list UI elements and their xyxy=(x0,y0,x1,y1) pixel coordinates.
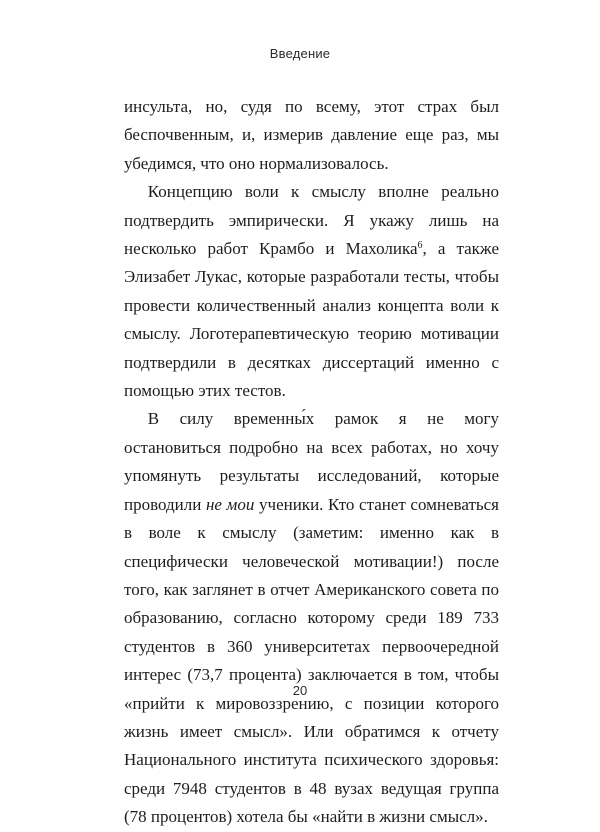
paragraph-continued xyxy=(124,93,499,178)
paragraph-2-text-a: Концепцию воли к смыслу вполне реально подтвердить эмпирически. Я укажу лишь на несколько работ Крамбо и Махолика xyxy=(124,182,499,259)
paragraph-2 xyxy=(124,178,499,405)
body-text xyxy=(124,93,499,832)
paragraph-3 xyxy=(124,405,499,831)
paragraph-3-text-a: В силу временны́х рамок я не могу остановиться подробно на всех работах, но хочу упомянуть результаты исследований, которые проводили xyxy=(124,409,499,514)
paragraph-1-text: инсульта, но, судя по всему, этот страх был беспочвенным, и, измерив давление еще раз, мы убедимся, что оно нормализовалось. xyxy=(124,97,499,173)
footnote-reference: 6 xyxy=(417,240,423,252)
paragraph-2-text-b: , а также Элизабет Лукас, которые разработали тесты, чтобы провести количественный анализ концепта воли к смыслу. Логотерапевтическую теорию мотивации подтвердили в десятках диссертаций именно с помощью этих тестов. xyxy=(124,239,499,401)
italic-emphasis: не мои xyxy=(205,494,255,514)
page-number: 20 xyxy=(292,683,308,698)
running-head: Введение xyxy=(269,46,331,61)
paragraph-3-text-b: ученики. Кто станет сомневаться в воле к смыслу (заметим: именно как в специфически человеческой мотивации!) после того, как заглянет в отчет Американского совета по образованию, согласно которому среди 189 733 студентов в 360 университетах первоочередной интерес (73,7 процента) заключается в том, чтобы «прийти к мировоззрению, с позиции которого жизнь имеет смысл». Или обратимся к отчету Национального института психического здоровья: среди 7948 студентов в 48 вузах ведущая группа (78 процентов) хотела бы «найти в жизни смысл». xyxy=(124,494,500,827)
